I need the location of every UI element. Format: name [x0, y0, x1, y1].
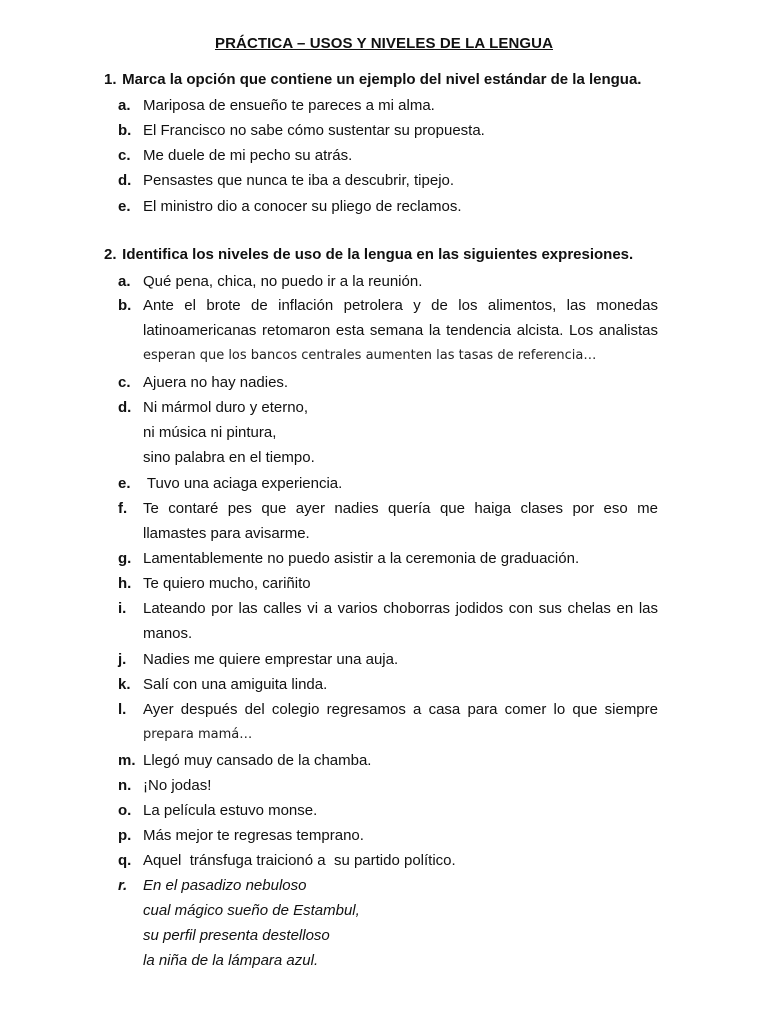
option-label: c.: [118, 147, 131, 164]
q1-option-b: [118, 118, 658, 143]
item-line: Lateando por las calles vi a varios choborras jodidos con sus chelas en las: [143, 600, 658, 617]
question-1-prompt: Marca la opción que contiene un ejemplo del nivel estándar de la lengua.: [122, 71, 642, 88]
item-label: k.: [118, 676, 131, 693]
item-line: Te contaré pes que ayer nadies quería que haiga clases por eso me: [143, 500, 658, 517]
item-line: sino palabra en el tiempo.: [143, 449, 315, 466]
item-line: Tuvo una aciaga experiencia.: [143, 475, 343, 492]
question-2: [104, 246, 704, 263]
item-line: su perfil presenta destelloso: [143, 927, 330, 944]
question-2-prompt: Identifica los niveles de uso de la lengua en las siguientes expresiones.: [122, 246, 634, 263]
q2-item-p: [118, 823, 658, 848]
item-line: Lamentablemente no puedo asistir a la ceremonia de graduación.: [143, 550, 580, 567]
option-label: b.: [118, 122, 132, 139]
q2-item-a: [118, 269, 658, 294]
item-line: Ante el brote de inflación petrolera y de los alimentos, las monedas: [143, 297, 658, 314]
item-line: la niña de la lámpara azul.: [143, 952, 319, 969]
option-text: Me duele de mi pecho su atrás.: [143, 147, 353, 164]
item-line: esperan que los bancos centrales aumenten las tasas de referencia…: [143, 348, 597, 363]
item-line: prepara mamá…: [143, 727, 253, 742]
item-line: Te quiero mucho, cariñito: [143, 575, 311, 592]
option-label: e.: [118, 198, 131, 215]
q2-item-k: [118, 672, 658, 697]
item-label: p.: [118, 827, 132, 844]
option-label: d.: [118, 172, 132, 189]
item-line: Ni mármol duro y eterno,: [143, 399, 309, 416]
item-line: Más mejor te regresas temprano.: [143, 827, 364, 844]
item-label: g.: [118, 550, 132, 567]
option-text: El ministro dio a conocer su pliego de reclamos.: [143, 198, 462, 215]
item-line: ¡No jodas!: [143, 777, 212, 794]
q2-item-e: [118, 471, 658, 496]
item-line: Llegó muy cansado de la chamba.: [143, 752, 372, 769]
item-label: q.: [118, 852, 132, 869]
q2-item-r: [118, 873, 658, 973]
q2-item-g: [118, 546, 658, 571]
item-line: Aquel tránsfuga traicionó a su partido político.: [143, 852, 456, 869]
question-2-number: 2.: [104, 246, 117, 263]
item-line: La película estuvo monse.: [143, 802, 318, 819]
q1-option-c: [118, 143, 658, 168]
item-line: llamastes para avisarme.: [143, 525, 310, 542]
item-label: e.: [118, 475, 131, 492]
q1-option-e: [118, 194, 658, 219]
item-line: En el pasadizo nebuloso: [143, 877, 307, 894]
item-line: cual mágico sueño de Estambul,: [143, 902, 360, 919]
item-line: latinoamericanas retomaron esta semana la tendencia alcista. Los analistas: [143, 322, 658, 339]
q1-option-a: [118, 93, 658, 118]
q2-item-h: [118, 571, 658, 596]
q2-item-m: [118, 748, 658, 773]
option-text: Mariposa de ensueño te pareces a mi alma.: [143, 97, 435, 114]
item-label: c.: [118, 374, 131, 391]
item-label: o.: [118, 802, 132, 819]
item-line: manos.: [143, 625, 193, 642]
q1-option-d: [118, 168, 658, 193]
item-line: Ajuera no hay nadies.: [143, 374, 289, 391]
item-label: h.: [118, 575, 132, 592]
item-label: r.: [118, 877, 128, 894]
q2-item-o: [118, 798, 658, 823]
item-label: n.: [118, 777, 132, 794]
q2-item-d: [118, 395, 658, 470]
question-1-number: 1.: [104, 71, 117, 88]
q2-item-j: [118, 647, 658, 672]
question-1: [104, 71, 704, 88]
option-text: El Francisco no sabe cómo sustentar su propuesta.: [143, 122, 485, 139]
page-title: PRÁCTICA – USOS Y NIVELES DE LA LENGUA: [214, 35, 554, 52]
q2-item-i: [118, 596, 658, 646]
option-label: a.: [118, 97, 131, 114]
item-line: Salí con una amiguita linda.: [143, 676, 328, 693]
q2-item-n: [118, 773, 658, 798]
item-label: b.: [118, 297, 132, 314]
item-label: i.: [118, 600, 127, 617]
item-label: a.: [118, 273, 131, 290]
q2-item-b: [118, 293, 658, 368]
item-line: Qué pena, chica, no puedo ir a la reunión.: [143, 273, 423, 290]
option-text: Pensastes que nunca te iba a descubrir, tipejo.: [143, 172, 455, 189]
q2-item-c: [118, 370, 658, 395]
q2-item-q: [118, 848, 658, 873]
item-label: d.: [118, 399, 132, 416]
item-label: l.: [118, 701, 127, 718]
q2-item-l: [118, 697, 658, 747]
item-line: Ayer después del colegio regresamos a casa para comer lo que siempre: [143, 701, 658, 718]
item-label: j.: [118, 651, 127, 668]
item-label: f.: [118, 500, 128, 517]
item-line: ni música ni pintura,: [143, 424, 277, 441]
item-line: Nadies me quiere emprestar una auja.: [143, 651, 399, 668]
item-label: m.: [118, 752, 136, 769]
q2-item-f: [118, 496, 658, 546]
